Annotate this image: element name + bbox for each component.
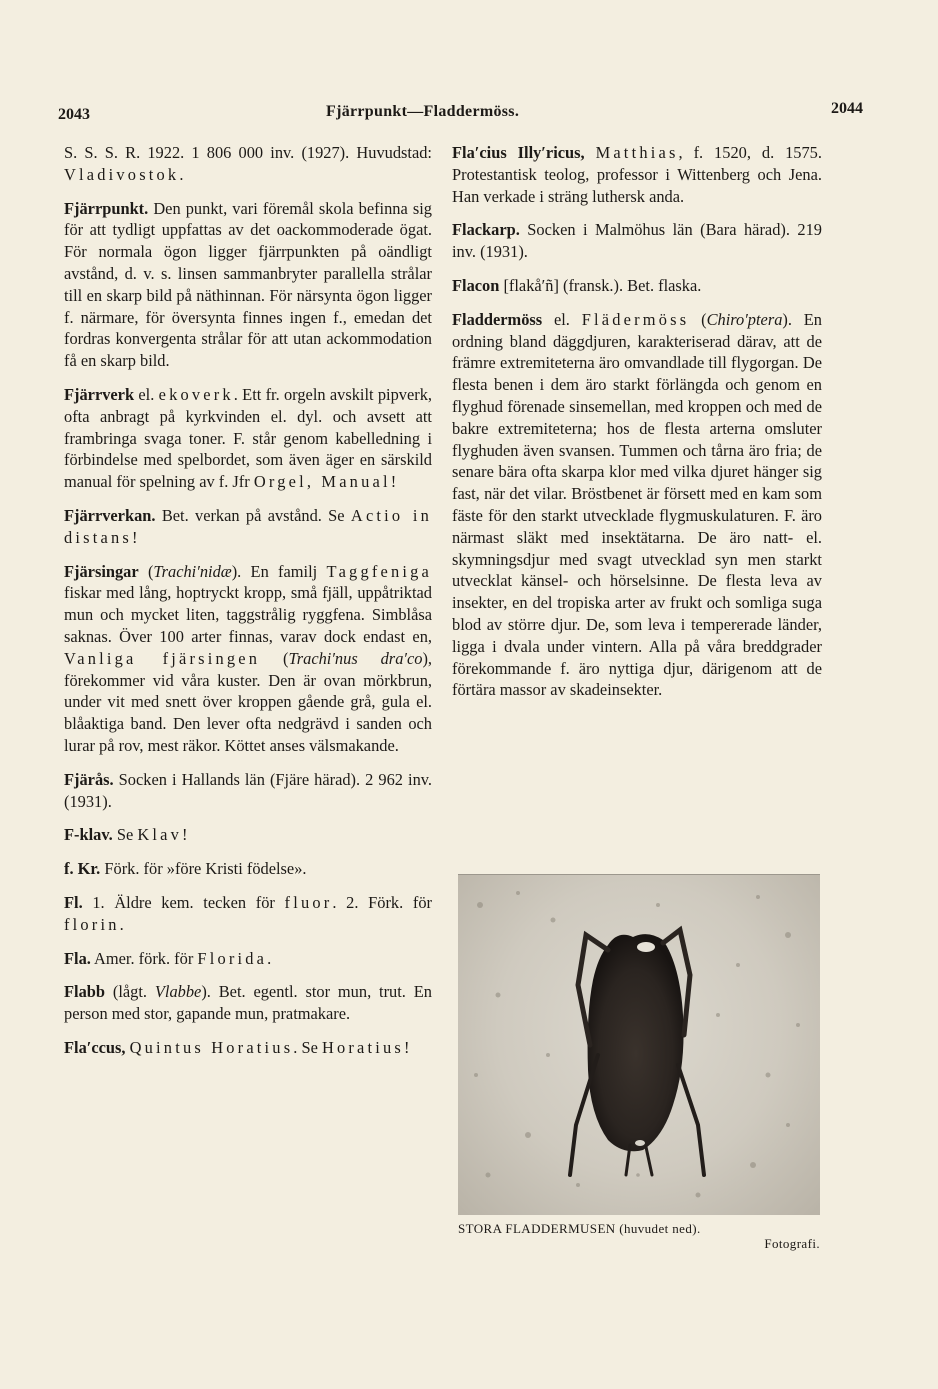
entry-headword: f. Kr. xyxy=(64,859,101,879)
entry-sssr-continued: S. S. S. R. 1922. 1 806 000 inv. (1927). Huvudstad: Vladivostok. xyxy=(64,143,432,184)
entry-flaccus: Fla′ccus, Quintus Horatius. Se Horatius! xyxy=(64,1037,410,1057)
entry-headword: Fla′ccus, xyxy=(64,1037,126,1057)
entry-headword: Fjärsingar xyxy=(64,561,139,581)
entry-headword: Fladdermöss xyxy=(452,309,543,329)
entry-headword: Fjärrverk xyxy=(64,384,135,404)
bat-illustration xyxy=(458,875,820,1215)
caption-text: STORA FLADDERMUSEN (huvudet ned). xyxy=(458,1221,701,1236)
entry-flabb: Flabb (lågt. Vlabbe). Bet. egentl. stor mun, trut. En person med stor, gapande mun, pratmakare. xyxy=(64,982,432,1024)
entry-fjarsingar: Fjärsingar (Trachi′nidæ). En familj Taggfeniga fiskar med lång, hoptryckt kropp, små fjäll, uppåtriktad mun och mycket liten, taggstrålig ryggfena. Simblåsa saknas. Över 100 arter finnas, varav dock endast en, Vanliga fjärsingen (Trachi′nus dra′co), förekommer vid våra kuster. Den är ovan mörkbrun, under vit med snett över kroppen gående grå, gula el. blåaktiga band. Den lever ofta nedgrävd i sanden och lurar på rov, mest räkor. Köttet anses välsmakande. xyxy=(64,561,433,755)
entry-fjarrpunkt: Fjärrpunkt. Den punkt, vari föremål skola befinna sig för att tydligt uppfattas av det oackommoderade ögat. För normala ögon ligger fjärrpunkten på oändligt avstånd, d. v. s. linsen sammanbryter parallella strålar till en skarp bild på näthinnan. För närsynta ögon ligger f. närmare, för översynta finnes ingen f., emedan det fordras konvergenta strålar för att utan ackommodation få en skarp bild. xyxy=(64,198,432,371)
entry-headword: Fl. xyxy=(64,892,83,912)
entry-headword: Fla. xyxy=(64,948,91,968)
entry-headword: Flabb xyxy=(64,982,105,1002)
figure xyxy=(458,874,820,1251)
entry-headword: Fla′cius Illy′ricus, xyxy=(452,143,585,162)
entry-f-klav: F-klav. Se Klav! xyxy=(64,825,188,845)
entry-fl: Fl. 1. Äldre kem. tecken för fluor. 2. Förk. för florin. xyxy=(64,892,432,934)
entry-flacius-illyricus: Fla′cius Illy′ricus, Matthias, f. 1520, d. 1575. Protestantisk teolog, professor i Wittenberg och Jena. Han verkade i sträng luthersk anda. xyxy=(452,143,822,206)
entry-fjaras: Fjärås. Socken i Hallands län (Fjäre härad). 2 962 inv. (1931). xyxy=(64,769,432,811)
entry-fjarrverk: Fjärrverk el. ekoverk. Ett fr. orgeln avskilt pipverk, ofta anbragt på kyrkvinden el. dyl. och avsett att frambringa svaga toner. F. står genom kabelledning i förbindelse med spelbordet, som även äger en särskild manual för spelning av f. Jfr Orgel, Manual! xyxy=(64,384,433,492)
entry-headword: Fjärrpunkt. xyxy=(64,198,149,218)
entry-f-kr: f. Kr. Förk. för »före Kristi födelse». xyxy=(64,859,307,879)
right-column xyxy=(452,142,822,713)
caption-credit: Fotografi. xyxy=(764,1236,820,1251)
entry-fjarrverkan: Fjärrverkan. Bet. verkan på avstånd. Se Actio in distans! xyxy=(64,505,432,547)
page-number-left: 2043 xyxy=(58,106,90,123)
page-header xyxy=(58,100,863,126)
entry-headword: Fjärås. xyxy=(64,769,114,789)
page-number-right: 2044 xyxy=(831,100,863,117)
bat-photograph xyxy=(458,874,820,1215)
figure-caption xyxy=(458,1221,820,1251)
entry-headword: Flackarp. xyxy=(452,220,520,240)
entry-headword: Fjärrverkan. xyxy=(64,505,156,525)
entry-headword: Flacon xyxy=(452,275,500,295)
entry-fladdermoss: Fladdermöss el. Flädermöss (Chiro′ptera). En ordning bland däggdjuren, karakteriserad därav, att de främre extremiteterna äro omvandlade till flygorgan. De flesta benen i dem äro starkt förlängda och genom en flyghud förenade sinsemellan, med kroppen och med de bakre extremiteterna; hos de flesta arterna omsluter flyghuden även svansen. Tummen och tårna äro fria; de senare bära ofta skarpa klor med vilka djuret hänger sig fast, när det vilar. Bröstbenet är försett med en kam som fäste för den starkt utvecklade flygmuskulaturen. F. äro närmast släkt med insektätarna. De äro natt- el. skymningsdjur med svagt utvecklad syn men starkt utvecklat känsel- och hörselsinne. De flesta leva av insekter, en del tropiska arter av frukt och somliga suga blod av större djur. De, som leva i tempererade länder, ligga i dvala under vintern. Alla på våra breddgrader förekommande f. äro nyttiga djur, därigenom att de förtära massor av skadeinsekter. xyxy=(452,309,822,700)
left-column xyxy=(64,142,432,1071)
running-title: Fjärrpunkt—Fladdermöss. xyxy=(326,103,520,120)
entry-fla: Fla. Amer. förk. för Florida. xyxy=(64,948,272,968)
bat-body xyxy=(570,930,704,1175)
entry-headword: F-klav. xyxy=(64,825,113,845)
entry-flacon: Flacon [flakå′ñ] (fransk.). Bet. flaska. xyxy=(452,275,702,295)
entry-flackarp: Flackarp. Socken i Malmöhus län (Bara härad). 219 inv. (1931). xyxy=(452,220,822,262)
